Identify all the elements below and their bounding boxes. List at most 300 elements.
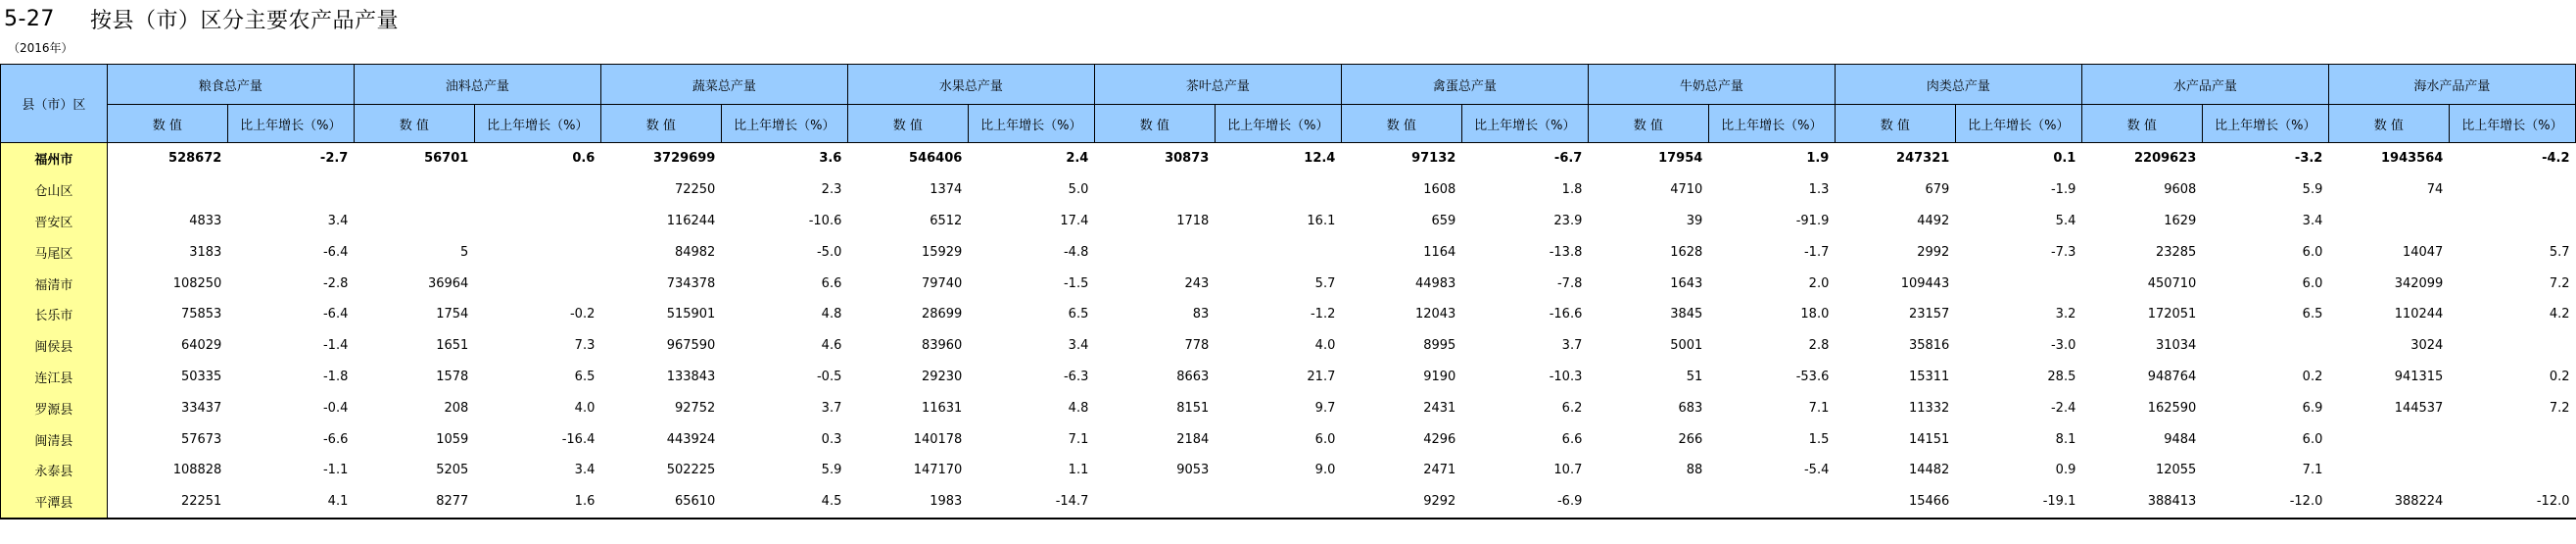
value-cell: 23285 [2155,244,2197,260]
value-cell: 11332 [1908,400,1950,416]
group-header: 茶叶总产量 [1094,65,1341,105]
growth-subheader: 比上年增长（%） [2202,105,2328,143]
value-subheader: 数 值 [2328,105,2449,143]
value-cell: 140178 [913,431,963,447]
value-cell: 941315 [2394,369,2444,384]
value-cell [1588,486,1708,519]
value-cell [2328,206,2449,237]
value-cell: 172051 [2147,307,2197,322]
growth-subheader: 比上年增长（%） [1461,105,1588,143]
growth-cell [1708,486,1835,519]
growth-cell: 1.6 [474,486,600,519]
region-name-cell: 平潭县 [1,486,108,519]
growth-subheader: 比上年增长（%） [227,105,354,143]
growth-subheader: 比上年增长（%） [1215,105,1341,143]
growth-cell: 6.9 [2302,400,2323,416]
group-header: 禽蛋总产量 [1341,65,1588,105]
growth-cell: -16.6 [1549,307,1583,322]
growth-cell: 1.9 [1806,151,1830,167]
table-title: 按县（市）区分主要农产品产量 [90,8,400,33]
value-cell: 17954 [1658,151,1703,167]
growth-cell: -3.2 [2294,151,2323,167]
value-cell: 8995 [1423,338,1456,354]
group-header: 肉类总产量 [1835,65,2081,105]
growth-cell: 6.6 [821,275,842,291]
growth-cell: 6.6 [1561,431,1583,447]
value-cell: 1608 [1423,182,1456,198]
value-cell: 208 [444,400,469,416]
group-header: 粮食总产量 [107,65,354,105]
table-row [1,330,2576,362]
growth-cell: -6.4 [322,244,349,260]
value-cell: 1718 [1176,213,1210,228]
growth-cell: 4.6 [821,338,842,354]
growth-cell: 0.2 [2302,369,2323,384]
growth-cell: 18.0 [1800,307,1830,322]
growth-cell: -5.4 [1803,463,1830,478]
growth-subheader: 比上年增长（%） [2449,105,2575,143]
table-body [1,143,2576,519]
growth-cell: 21.7 [1307,369,1336,384]
growth-cell: 4.8 [821,307,842,322]
region-name-cell: 晋安区 [1,206,108,237]
value-cell: 75853 [180,307,222,322]
growth-subheader: 比上年增长（%） [721,105,847,143]
growth-cell: 7.2 [2549,400,2570,416]
growth-cell: 5.9 [821,463,842,478]
value-cell: 2471 [1423,463,1456,478]
growth-cell: 0.1 [2053,151,2076,167]
growth-cell [474,206,600,237]
region-name-cell: 马尾区 [1,236,108,268]
table-row [1,299,2576,330]
value-cell [107,174,227,206]
region-name-cell: 福州市 [1,143,108,174]
value-cell: 162590 [2147,400,2197,416]
value-cell: 1374 [930,182,963,198]
growth-cell: -53.6 [1795,369,1830,384]
growth-cell: 1.5 [1808,431,1830,447]
value-cell: 33437 [180,400,222,416]
value-subheader: 数 值 [847,105,968,143]
growth-cell: 5.7 [1314,275,1336,291]
growth-cell [2202,330,2328,362]
value-subheader: 数 值 [107,105,227,143]
growth-cell: 0.3 [821,431,842,447]
growth-cell: -19.1 [1955,486,2081,519]
value-cell: 97132 [1411,151,1456,167]
value-cell: 57673 [180,431,222,447]
value-subheader: 数 值 [1094,105,1215,143]
growth-cell: 9.7 [1314,400,1336,416]
value-cell: 36964 [427,275,469,291]
growth-cell: -5.0 [816,244,842,260]
growth-cell: -6.3 [1063,369,1089,384]
growth-cell: 3.4 [327,213,349,228]
growth-cell: 5.9 [2302,182,2323,198]
value-subheader: 数 值 [600,105,721,143]
growth-cell [2449,330,2575,362]
growth-cell: 7.1 [1808,400,1830,416]
growth-cell: 2.0 [1808,275,1830,291]
value-cell: 44983 [1414,275,1456,291]
growth-subheader: 比上年增长（%） [968,105,1094,143]
value-cell: 778 [1184,338,1210,354]
region-name-cell: 闽侯县 [1,330,108,362]
growth-cell: 6.0 [2302,244,2323,260]
growth-cell: 6.5 [1068,307,1089,322]
value-cell: 528672 [168,151,222,167]
value-cell: 1164 [1423,244,1456,260]
value-cell: 39 [1686,213,1703,228]
table-row [1,268,2576,299]
value-cell: 4492 [1917,213,1950,228]
growth-cell: -2.8 [322,275,349,291]
growth-cell: -7.3 [2050,244,2076,260]
growth-cell: -4.8 [1063,244,1089,260]
growth-cell: 28.5 [2047,369,2076,384]
growth-cell: -12.0 [2449,486,2575,519]
growth-cell: 4.2 [2549,307,2570,322]
growth-cell [1215,236,1341,268]
growth-cell: 3.4 [1068,338,1089,354]
growth-cell: 7.1 [2302,463,2323,478]
value-cell [2328,423,2449,455]
value-cell: 11631 [921,400,963,416]
growth-cell: 9.0 [1314,463,1336,478]
value-cell [2328,455,2449,486]
growth-cell: 2.3 [821,182,842,198]
value-cell: 388224 [2328,486,2449,519]
value-cell: 6512 [930,213,963,228]
table-row [1,174,2576,206]
growth-cell: 7.3 [574,338,596,354]
value-cell: 1578 [436,369,469,384]
value-cell: 734378 [666,275,716,291]
growth-cell: 3.7 [1561,338,1583,354]
value-subheader: 数 值 [354,105,474,143]
group-header: 蔬菜总产量 [600,65,847,105]
region-name-cell: 长乐市 [1,299,108,330]
growth-cell: 6.0 [2302,275,2323,291]
growth-cell: -0.2 [569,307,596,322]
year-subtitle: （2016年） [8,41,73,55]
growth-cell: 1.8 [1561,182,1583,198]
group-header: 海水产品产量 [2328,65,2575,105]
growth-cell: 1.1 [1068,463,1089,478]
value-cell: 14151 [1908,431,1950,447]
group-header: 水产品产量 [2081,65,2328,105]
growth-cell: -1.4 [322,338,349,354]
value-cell: 1651 [436,338,469,354]
value-cell: 1643 [1670,275,1703,291]
growth-cell: 5.7 [2549,244,2570,260]
value-cell: 84982 [674,244,716,260]
value-cell: 2431 [1423,400,1456,416]
growth-cell [2449,455,2575,486]
table-row [1,423,2576,455]
growth-cell: 1.3 [1808,182,1830,198]
value-cell: 92752 [674,400,716,416]
value-cell: 1629 [2164,213,2197,228]
value-cell: 4296 [1423,431,1456,447]
growth-cell: 4.1 [227,486,354,519]
growth-cell: 4.5 [721,486,847,519]
growth-subheader: 比上年增长（%） [1955,105,2081,143]
group-header: 水果总产量 [847,65,1094,105]
value-cell: 74 [2426,182,2444,198]
value-cell: 266 [1678,431,1703,447]
growth-cell: -13.8 [1549,244,1583,260]
value-subheader: 数 值 [1588,105,1708,143]
region-name-cell: 永泰县 [1,455,108,486]
value-cell: 108828 [172,463,222,478]
value-cell: 967590 [666,338,716,354]
growth-cell [474,174,600,206]
value-cell: 342099 [2394,275,2444,291]
value-subheader: 数 值 [1341,105,1461,143]
region-name-cell: 罗源县 [1,392,108,423]
growth-cell: -2.7 [319,151,349,167]
growth-cell [1215,174,1341,206]
value-cell: 515901 [666,307,716,322]
value-cell: 9292 [1341,486,1461,519]
value-cell [1094,236,1215,268]
value-cell [354,174,474,206]
growth-cell: 3.7 [821,400,842,416]
value-cell: 110244 [2394,307,2444,322]
growth-subheader: 比上年增长（%） [474,105,600,143]
value-cell: 56701 [424,151,469,167]
value-cell: 109443 [1900,275,1950,291]
table-number: 5-27 [4,6,55,31]
value-cell: 5205 [436,463,469,478]
value-cell: 1059 [436,431,469,447]
growth-cell: 7.2 [2549,275,2570,291]
value-cell: 144537 [2394,400,2444,416]
region-name-cell: 仓山区 [1,174,108,206]
value-cell: 1983 [847,486,968,519]
value-cell: 15929 [921,244,963,260]
value-cell: 8151 [1176,400,1210,416]
value-subheader: 数 值 [2081,105,2202,143]
growth-cell: 3.4 [574,463,596,478]
growth-cell: 8.1 [2055,431,2076,447]
growth-cell: -6.7 [1553,151,1583,167]
growth-cell: -1.7 [1803,244,1830,260]
value-cell: 22251 [107,486,227,519]
value-cell: 9053 [1176,463,1210,478]
growth-cell: 3.6 [819,151,842,167]
value-cell: 15311 [1908,369,1950,384]
growth-cell: 6.0 [1314,431,1336,447]
value-cell: 2209623 [2134,151,2197,167]
growth-cell [1215,486,1341,519]
growth-cell: -6.6 [322,431,349,447]
growth-cell: -12.0 [2202,486,2328,519]
region-name-cell: 福清市 [1,268,108,299]
value-cell: 9190 [1423,369,1456,384]
growth-cell: -10.3 [1549,369,1583,384]
value-cell: 502225 [666,463,716,478]
value-cell: 147170 [913,463,963,478]
value-cell: 28699 [921,307,963,322]
growth-cell: 3.4 [2302,213,2323,228]
value-cell: 3183 [189,244,222,260]
growth-cell [1955,268,2081,299]
growth-cell: -1.2 [1310,307,1336,322]
growth-cell: 6.0 [2302,431,2323,447]
growth-cell: 0.6 [572,151,596,167]
value-cell: 1943564 [2381,151,2444,167]
growth-cell: -4.2 [2542,151,2570,167]
agri-output-table [0,64,2576,519]
value-cell: 2992 [1917,244,1950,260]
value-cell: 12055 [2155,463,2197,478]
growth-cell: -7.8 [1556,275,1583,291]
value-cell: 15466 [1835,486,1955,519]
growth-cell: -10.6 [808,213,842,228]
growth-cell: 2.4 [1066,151,1089,167]
value-cell: 88 [1686,463,1703,478]
value-cell: 948764 [2147,369,2197,384]
growth-cell: -16.4 [561,431,596,447]
value-cell: 3845 [1670,307,1703,322]
table-header [1,65,2576,143]
growth-cell: 16.1 [1307,213,1336,228]
value-cell: 659 [1431,213,1456,228]
value-subheader: 数 值 [1835,105,1955,143]
value-cell: 30873 [1165,151,1210,167]
value-cell: 3024 [2410,338,2444,354]
value-cell: 31034 [2155,338,2197,354]
value-cell: 50335 [180,369,222,384]
page-title [4,4,399,33]
value-cell: 35816 [1908,338,1950,354]
growth-cell: -14.7 [968,486,1094,519]
growth-cell: 4.8 [1068,400,1089,416]
value-cell: 14482 [1908,463,1950,478]
growth-cell: 12.4 [1304,151,1336,167]
value-cell: 1754 [436,307,469,322]
value-cell: 83 [1192,307,1210,322]
growth-cell [2449,174,2575,206]
table-row [1,486,2576,519]
value-cell: 8663 [1176,369,1210,384]
growth-cell: 6.2 [1561,400,1583,416]
table-row [1,455,2576,486]
value-cell: 8277 [354,486,474,519]
growth-cell: 23.9 [1553,213,1583,228]
growth-cell: 0.9 [2055,463,2076,478]
value-cell [354,206,474,237]
value-cell: 243 [1184,275,1210,291]
value-cell [1094,486,1215,519]
value-cell: 29230 [921,369,963,384]
value-cell: 4833 [189,213,222,228]
growth-cell: -0.4 [322,400,349,416]
growth-cell: -3.0 [2050,338,2076,354]
growth-cell: -1.8 [322,369,349,384]
region-name-cell: 连江县 [1,362,108,393]
value-cell: 443924 [666,431,716,447]
value-cell [1094,174,1215,206]
growth-cell [2449,206,2575,237]
value-cell: 2184 [1176,431,1210,447]
growth-cell: 3.2 [2055,307,2076,322]
value-cell: 450710 [2147,275,2197,291]
growth-cell: 17.4 [1060,213,1089,228]
growth-cell [227,174,354,206]
group-header: 油料总产量 [354,65,600,105]
growth-cell [474,236,600,268]
growth-cell: 0.2 [2549,369,2570,384]
value-cell: 72250 [674,182,716,198]
value-cell: 5001 [1670,338,1703,354]
growth-cell [474,268,600,299]
growth-subheader: 比上年增长（%） [1708,105,1835,143]
growth-cell: 6.5 [2302,307,2323,322]
growth-cell: 5.4 [2055,213,2076,228]
growth-cell: -6.4 [322,307,349,322]
value-cell: 64029 [180,338,222,354]
table-row [1,362,2576,393]
growth-cell: 7.1 [1068,431,1089,447]
value-cell: 546406 [909,151,963,167]
growth-cell: -1.9 [2050,182,2076,198]
value-cell: 4710 [1670,182,1703,198]
value-cell: 116244 [666,213,716,228]
value-cell: 3729699 [653,151,716,167]
value-cell: 9484 [2164,431,2197,447]
growth-cell: 5.0 [1068,182,1089,198]
value-cell: 9608 [2164,182,2197,198]
growth-cell: 2.8 [1808,338,1830,354]
growth-cell: -0.5 [816,369,842,384]
value-cell: 388413 [2081,486,2202,519]
growth-cell: -1.5 [1063,275,1089,291]
data-table-container [0,64,2570,544]
growth-cell: 6.5 [574,369,596,384]
value-cell: 108250 [172,275,222,291]
value-cell: 1628 [1670,244,1703,260]
value-cell: 23157 [1908,307,1950,322]
value-cell: 12043 [1414,307,1456,322]
total-row [1,143,2576,174]
growth-cell: -2.4 [2050,400,2076,416]
value-cell: 5 [460,244,469,260]
growth-cell: 4.0 [574,400,596,416]
region-name-cell: 闽清县 [1,423,108,455]
growth-cell: -1.1 [322,463,349,478]
value-cell: 683 [1678,400,1703,416]
growth-cell: -6.9 [1461,486,1588,519]
region-column-header: 县（市）区 [1,65,108,143]
value-cell: 83960 [921,338,963,354]
group-header: 牛奶总产量 [1588,65,1835,105]
growth-cell [2449,423,2575,455]
value-cell: 679 [1925,182,1950,198]
growth-cell: 4.0 [1314,338,1336,354]
value-cell: 14047 [2402,244,2444,260]
table-row [1,206,2576,237]
growth-cell: -91.9 [1795,213,1830,228]
value-cell: 247321 [1896,151,1950,167]
value-cell: 133843 [666,369,716,384]
value-cell: 51 [1686,369,1703,384]
table-row [1,392,2576,423]
table-row [1,236,2576,268]
